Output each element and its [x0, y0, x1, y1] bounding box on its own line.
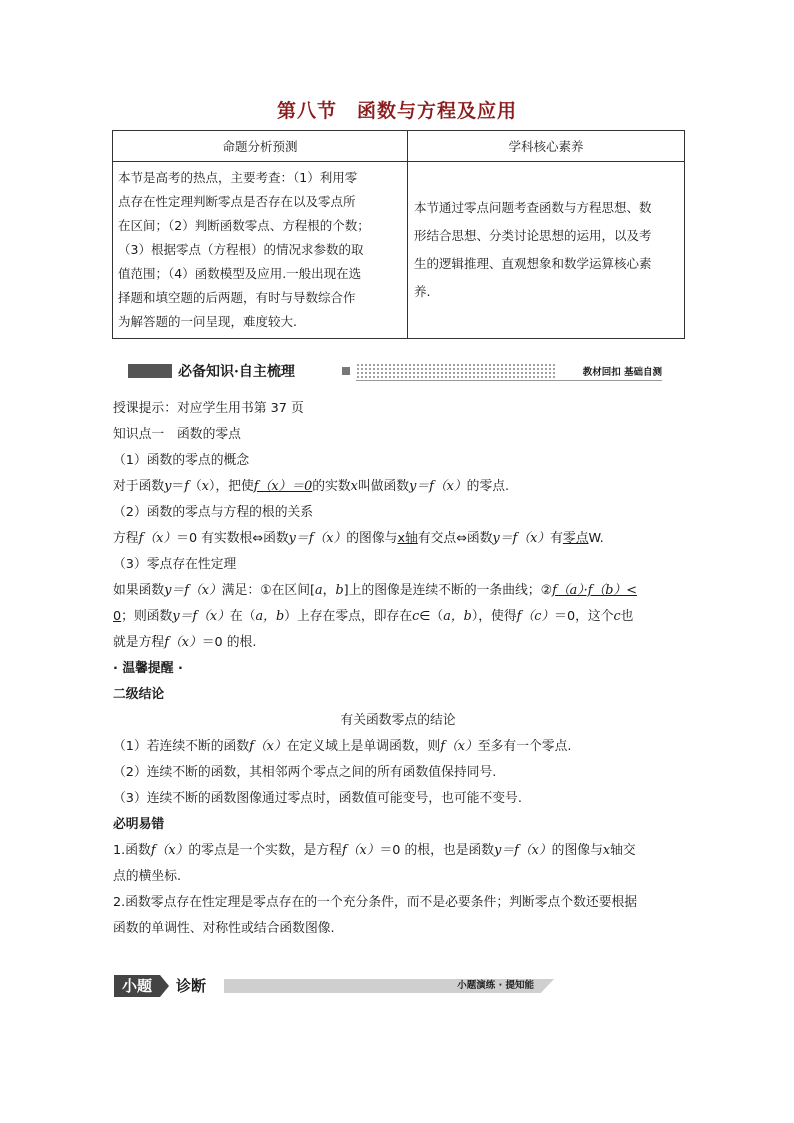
math-y-eq-fx: y＝f（x） — [492, 531, 551, 546]
math-c: c — [613, 609, 621, 624]
text-span: ），使得 — [471, 609, 517, 624]
section-subtitle: 教材回扣 基础自测 — [582, 367, 662, 378]
fill-blank-fa-fb: f（a）·f（b）< — [552, 583, 637, 598]
text-span: 有 — [550, 531, 563, 546]
table-header-right: 学科核心素养 — [408, 131, 685, 162]
text-span: 就是方程 — [113, 635, 165, 650]
math-fc: f（c） — [516, 609, 555, 624]
math-fx: f（x） — [440, 739, 478, 754]
math-fx: f（x） — [249, 739, 287, 754]
math-a-b: a，b — [443, 609, 472, 624]
prediction-line: 本节是高考的热点，主要考查：（1）利用零 — [118, 170, 358, 185]
text-span: 的图像与 — [346, 531, 398, 546]
conclusion-item-3: （3）连续不断的函数图像通过零点时，函数值可能变号，也可能不变号. — [113, 791, 522, 806]
theorem-line-1 — [113, 578, 683, 604]
math-fx: f（x） — [341, 843, 380, 858]
fill-blank-zero: 零点 — [562, 531, 589, 546]
reminder-heading: · 温馨提醒 · — [113, 661, 183, 676]
knowledge-body — [113, 396, 683, 942]
page-title: 第八节 函数与方程及应用 — [276, 100, 517, 122]
literacy-line: 生的逻辑推理、直观想象和数学运算核心素 — [414, 256, 652, 271]
fill-blank-fx-eq-0: f（x）＝0 — [253, 479, 313, 494]
text-span: 有交点⇔函数 — [417, 531, 493, 546]
math-y-eq-fx: y＝f（x） — [494, 843, 552, 858]
text-span: ），把使 — [208, 479, 254, 494]
text-span: ）上存在零点，即存在 — [284, 609, 413, 624]
literacy-line: 形结合思想、分类讨论思想的运用，以及考 — [414, 228, 652, 243]
text-span: 对于函数 — [113, 479, 165, 494]
text-span: 的零点. — [466, 479, 510, 494]
text-span: ＝0，这个 — [554, 609, 614, 624]
math-y-eq-fx: y＝f（x） — [288, 531, 347, 546]
common-mistakes-heading: 必明易错 — [113, 817, 165, 832]
diagnosis-subtitle: 小题演练 · 提知能 — [457, 980, 534, 991]
literacy-line: 养. — [414, 284, 431, 299]
theorem-line-2 — [113, 604, 683, 630]
text-span: （1）若连续不断的函数 — [113, 739, 250, 754]
section-bar-square — [342, 367, 350, 375]
prediction-line: 为解答题的一问呈现，难度较大. — [118, 314, 297, 329]
subsection-zero-root: （2）函数的零点与方程的根的关系 — [113, 505, 314, 520]
knowledge-point-title: 知识点一 函数的零点 — [113, 427, 241, 442]
math-x: x — [602, 843, 611, 858]
literacy-line: 本节通过零点问题考查函数与方程思想、数 — [414, 200, 652, 215]
text-span: ＝0 的根，也是函数 — [379, 843, 495, 858]
math-a-b: a，b — [255, 609, 285, 624]
text-span: ＝ — [171, 479, 185, 494]
text-span: 在（ — [229, 609, 256, 624]
math-x: x — [201, 479, 209, 494]
zero-root-relation — [113, 526, 683, 552]
math-y-eq-fx: y＝f（x） — [409, 479, 467, 494]
math-c: c — [412, 609, 420, 624]
text-span: 至多有一个零点. — [477, 739, 572, 754]
diagnosis-arrow-icon — [160, 975, 169, 997]
mistake-item-2-line-2: 函数的单调性、对称性或结合函数图像. — [113, 921, 335, 936]
prediction-line: 择题和填空题的后两题，有时与导数综合作 — [118, 290, 356, 305]
math-a: a — [315, 583, 323, 598]
subsection-existence-theorem: （3）零点存在性定理 — [113, 557, 237, 572]
table-header-left: 命题分析预测 — [113, 131, 408, 162]
math-fx: f（x） — [138, 531, 177, 546]
prediction-line: 值范围；（4）函数模型及应用.一般出现在选 — [118, 266, 362, 281]
text-span: W. — [588, 531, 604, 546]
section-title: 必备知识·自主梳理 — [178, 364, 295, 380]
math-y-eq-fx: y＝f（x） — [164, 583, 222, 598]
section-header-bar — [128, 360, 662, 382]
text-span: 的零点是一个实数，是方程 — [188, 843, 342, 858]
text-span: 1.函数 — [113, 843, 151, 858]
text-span: ＝0 的根. — [201, 635, 257, 650]
math-x: x — [350, 479, 358, 494]
text-span: 的图像与 — [551, 843, 603, 858]
mistake-item-2-line-1: 2.函数零点存在性定理是零点存在的一个充分条件，而不是必要条件；判断零点个数还要根据 — [113, 895, 638, 910]
text-span: 在定义域上是单调函数，则 — [286, 739, 441, 754]
math-y-eq-fx: y＝f（x） — [172, 609, 230, 624]
prediction-line: 在区间；（2）判断函数零点、方程根的个数； — [118, 218, 370, 233]
text-span: 的实数 — [312, 479, 351, 494]
lesson-tip: 授课提示：对应学生用书第 37 页 — [113, 401, 304, 416]
mistake-item-1-line-1 — [113, 838, 683, 864]
math-fx: f（x） — [164, 635, 202, 650]
prediction-line: 点存在性定理判断零点是否存在以及零点所 — [118, 194, 356, 209]
text-span: ]上的图像是连续不断的一条曲线；② — [343, 583, 553, 598]
theorem-line-3 — [113, 630, 683, 656]
text-span: ＝0 有实数根⇔函数 — [176, 531, 289, 546]
section-bar-block — [128, 364, 172, 378]
text-span: 满足：①在区间[ — [221, 583, 316, 598]
diagnosis-box: 小题 — [114, 975, 160, 997]
subsection-zero-concept: （1）函数的零点的概念 — [113, 453, 250, 468]
text-span: 也 — [620, 609, 634, 624]
math-fx: f（x） — [150, 843, 189, 858]
math-b: b — [335, 583, 344, 598]
analysis-table — [112, 130, 685, 339]
prediction-line: （3）根据零点（方程根）的情况求参数的取 — [118, 242, 364, 257]
text-span: ；则函数 — [121, 609, 173, 624]
text-span: 叫做函数 — [357, 479, 410, 494]
text-span: 方程 — [113, 531, 139, 546]
mistake-item-1-line-2: 点的横坐标. — [113, 869, 182, 884]
conclusion-title: 有关函数零点的结论 — [340, 713, 456, 728]
section-bar-dots — [356, 363, 556, 378]
table-cell-literacy — [408, 162, 685, 339]
section-bar-line — [356, 380, 662, 381]
conclusion-item-1 — [113, 734, 683, 760]
fill-blank-x-axis: x轴 — [397, 531, 418, 546]
text-span: ∈（ — [419, 609, 444, 624]
zero-definition — [113, 474, 683, 500]
secondary-conclusion-heading: 二级结论 — [113, 687, 165, 702]
text-span: 轴交 — [610, 843, 636, 858]
diagnosis-header-bar — [114, 973, 554, 999]
text-span: ， — [322, 583, 336, 598]
math-y: y — [164, 479, 172, 494]
text-span: 如果函数 — [113, 583, 165, 598]
math-f: f — [184, 479, 189, 494]
fill-blank-zero-value: 0 — [113, 609, 122, 624]
text-span: （ — [188, 479, 202, 494]
table-cell-prediction — [113, 162, 408, 339]
diagnosis-title: 诊断 — [176, 977, 207, 995]
conclusion-item-2: （2）连续不断的函数，其相邻两个零点之间的所有函数值保持同号. — [113, 765, 497, 780]
